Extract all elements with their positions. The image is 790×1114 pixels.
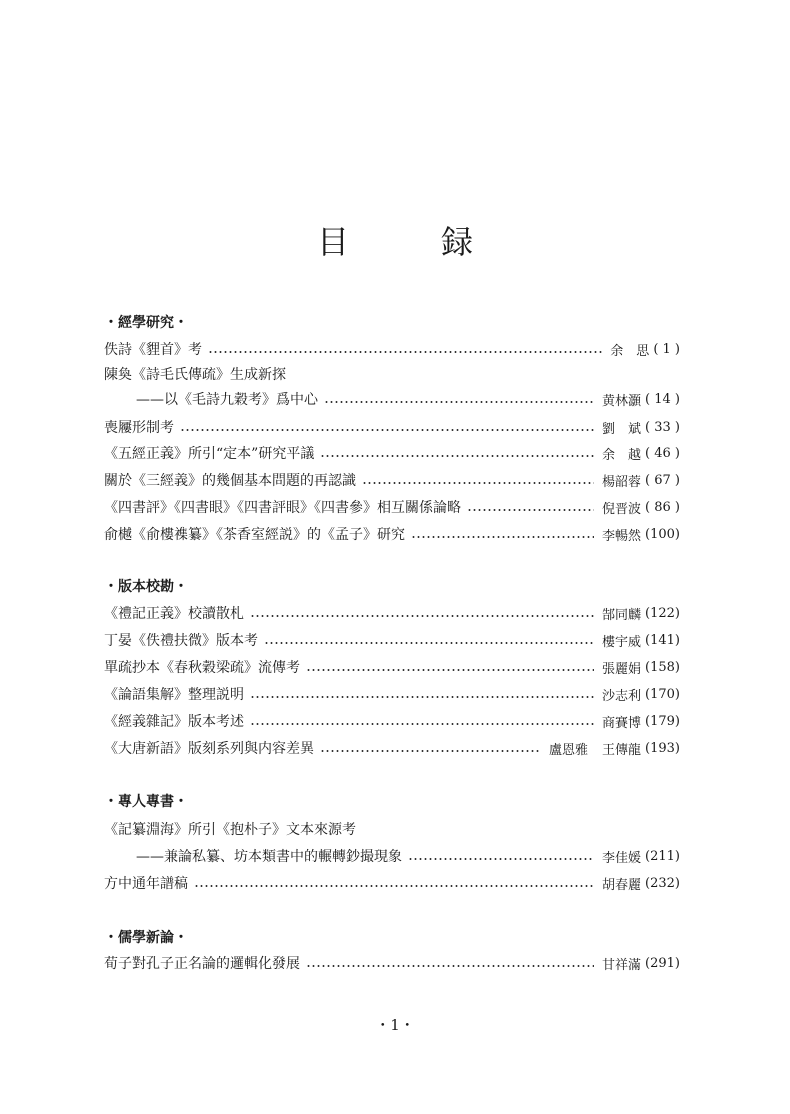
entry-title: 喪屨形制考 xyxy=(104,420,174,436)
dot-leader xyxy=(320,750,541,752)
toc-entry[interactable] xyxy=(104,362,680,386)
entry-title: 《經義雜記》版本考述 xyxy=(104,714,244,730)
entry-page: (291) xyxy=(645,955,680,971)
toc-entry[interactable] xyxy=(104,337,680,361)
dot-leader xyxy=(250,696,594,698)
toc-entry[interactable] xyxy=(104,522,680,546)
entry-page: ( 86 ) xyxy=(645,499,680,515)
dot-leader xyxy=(320,455,594,457)
entry-title: 俞樾《俞樓襍纂》《茶香室經説》的《孟子》研究 xyxy=(104,527,405,543)
entry-title: 陳奐《詩毛氏傳疏》生成新探 xyxy=(104,367,286,383)
dot-leader xyxy=(306,669,594,671)
dot-leader xyxy=(362,482,594,484)
toc-entry[interactable] xyxy=(104,655,680,679)
entry-title: 佚詩《貍首》考 xyxy=(104,342,202,358)
entry-author: 甘祥滿 xyxy=(602,957,642,973)
entry-title: 《論語集解》整理説明 xyxy=(104,687,244,703)
toc-entry[interactable] xyxy=(104,871,680,895)
entry-author: 余 思 xyxy=(610,343,650,359)
entry-page: (100) xyxy=(645,526,680,542)
dot-leader xyxy=(208,351,602,353)
section-heading: ・版本校勘・ xyxy=(104,579,188,595)
entry-author: 李佳媛 xyxy=(602,850,642,866)
entry-author: 余 越 xyxy=(602,447,642,463)
dot-leader xyxy=(467,509,594,511)
entry-author: 劉 斌 xyxy=(602,421,642,437)
page-number: ・1・ xyxy=(375,1016,415,1034)
entry-author: 張麗娟 xyxy=(602,661,642,677)
entry-title: 《五經正義》所引“定本”研究平議 xyxy=(104,446,315,462)
entry-page: ( 1 ) xyxy=(653,341,680,357)
entry-page: ( 46 ) xyxy=(645,445,680,461)
dot-leader xyxy=(180,429,594,431)
entry-title: 丁晏《佚禮扶微》版本考 xyxy=(104,633,258,649)
entry-page: (232) xyxy=(645,875,680,891)
entry-page: (193) xyxy=(645,740,680,756)
entry-coauthor: 盧恩雅 xyxy=(549,742,589,758)
entry-title: 《記纂淵海》所引《抱朴子》文本來源考 xyxy=(104,822,356,838)
dot-leader xyxy=(411,536,594,538)
entry-title: 《四書評》《四書眼》《四書評眼》《四書參》相互關係論略 xyxy=(104,500,461,516)
toc-entry[interactable] xyxy=(104,628,680,652)
entry-page: ( 33 ) xyxy=(645,419,680,435)
entry-subtitle: ——兼論私纂、坊本類書中的輾轉鈔撮現象 xyxy=(136,849,402,865)
dot-leader xyxy=(324,401,594,403)
dot-leader xyxy=(264,642,594,644)
toc-title: 目 録 xyxy=(316,223,503,261)
section-heading: ・專人專書・ xyxy=(104,794,188,810)
entry-author: 樓宇威 xyxy=(602,634,642,650)
entry-author: 倪晋波 xyxy=(602,501,642,517)
toc-entry[interactable] xyxy=(104,468,680,492)
entry-title: 荀子對孔子正名論的邏輯化發展 xyxy=(104,956,300,972)
toc-entry[interactable] xyxy=(104,601,680,625)
entry-page: (122) xyxy=(645,605,680,621)
section-heading: ・經學研究・ xyxy=(104,315,188,331)
entry-author: 楊韶蓉 xyxy=(602,474,642,490)
entry-author: 郜同麟 xyxy=(602,607,642,623)
entry-page: (170) xyxy=(645,686,680,702)
dot-leader xyxy=(250,615,594,617)
toc-entry[interactable] xyxy=(104,495,680,519)
entry-page: (141) xyxy=(645,632,680,648)
dot-leader xyxy=(408,858,594,860)
entry-title: 關於《三經義》的幾個基本問題的再認識 xyxy=(104,473,356,489)
toc-entry[interactable] xyxy=(104,736,680,760)
entry-page: (211) xyxy=(645,848,680,864)
entry-subtitle: ——以《毛詩九穀考》爲中心 xyxy=(136,392,318,408)
toc-entry[interactable] xyxy=(104,682,680,706)
entry-title: 《禮記正義》校讀散札 xyxy=(104,606,244,622)
toc-entry-subtitle[interactable] xyxy=(136,844,680,868)
dot-leader xyxy=(306,965,594,967)
entry-title: 方中通年譜稿 xyxy=(104,876,188,892)
dot-leader xyxy=(250,723,594,725)
dot-leader xyxy=(194,885,594,887)
entry-title: 《大唐新語》版刻系列與内容差異 xyxy=(104,741,314,757)
toc-entry[interactable] xyxy=(104,709,680,733)
toc-entry[interactable] xyxy=(104,817,680,841)
entry-page: (158) xyxy=(645,659,680,675)
toc-entry[interactable] xyxy=(104,415,680,439)
toc-entry[interactable] xyxy=(104,441,680,465)
toc-entry-subtitle[interactable] xyxy=(136,387,680,411)
entry-page: (179) xyxy=(645,713,680,729)
section-heading: ・儒學新論・ xyxy=(104,930,188,946)
entry-author: 王傳龍 xyxy=(602,742,642,758)
toc-entry[interactable] xyxy=(104,951,680,975)
entry-author: 沙志利 xyxy=(602,688,642,704)
entry-author: 李暢然 xyxy=(602,528,642,544)
entry-author: 黄林灝 xyxy=(602,393,642,409)
entry-author: 商賽博 xyxy=(602,715,642,731)
entry-author: 胡春麗 xyxy=(602,877,642,893)
entry-page: ( 14 ) xyxy=(645,391,680,407)
entry-page: ( 67 ) xyxy=(645,472,680,488)
entry-title: 單疏抄本《春秋穀梁疏》流傳考 xyxy=(104,660,300,676)
